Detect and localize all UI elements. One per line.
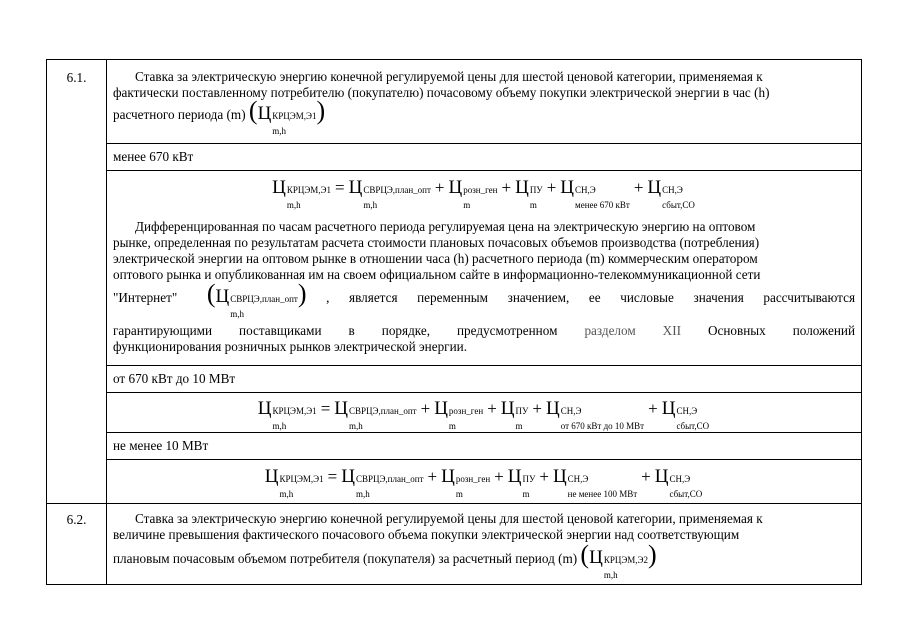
divider [106, 170, 861, 171]
row-6-2-line-3: плановым почасовым объемом потребителя (покупателя) за расчетный период (m) ( Ц КРЦЭМ,Э2 m,h ) [113, 540, 657, 580]
row-6-1-description [113, 69, 855, 136]
tariff-table [46, 59, 862, 585]
divider [106, 392, 861, 393]
row-divider [47, 503, 861, 504]
row-6-1-line-2: фактически поставленному потребителю (покупателю) почасовому объему покупки электрической энергии в час (h) [113, 85, 770, 100]
divider [106, 459, 861, 460]
formula-less-670: Ц КРЦЭМ,Э1 m,h = Ц СВРЦЭ,план_опт m,h + Ц розн_ген m + Ц ПУ m + Ц СН,Э менее 670 кВт + Ц СН,Э сбыт,СО [272, 177, 695, 210]
formula-not-less-10: Ц КРЦЭМ,Э1 m,h = Ц СВРЦЭ,план_опт m,h + Ц розн_ген m + Ц ПУ m + Ц СН,Э не менее 100 МВт + Ц СН,Э сбыт,СО [264, 466, 703, 499]
row-6-2-line-2: величине превышения фактического почасового объема покупки электрической энергии над соответствующим [113, 527, 740, 542]
row-number-6-2: 6.2. [66, 512, 87, 527]
divider [106, 143, 861, 144]
row-6-1-line-3: расчетного периода (m) ( Ц КРЦЭМ,Э1 m,h ) [113, 96, 326, 136]
row-6-2-line-1: Ставка за электрическую энергию конечной регулируемой цены для шестой ценовой категории, применяемая к [135, 511, 763, 526]
label-less-670: менее 670 кВт [113, 149, 194, 164]
divider [106, 365, 861, 366]
divider [106, 432, 861, 433]
symbol-krcem-e2: ( Ц КРЦЭМ,Э2 m,h ) [580, 540, 657, 580]
regulated-price-paragraph: Дифференцированная по часам расчетного периода регулируемая цена на электрическую энергию на оптовом рынке, определенная по результатам расчета стоимости плановых почасовых объемов производства (потребления) электрической энергии на оптовом рынке в отношении часа (h) расчетного периода (m) коммерческим оператором оптового рынка и опубликованная им на своем официальном сайте в информационно-телекоммуникационной сети "Интернет" ( Ц СВРЦЭ,план_опт m,h ) , является переменным значением, ее числовые значения рассчитываются гарантирующими поставщиками в порядке, предусмотренном разделом XII Основных положений функционирования розничных рынков электрической энергии. [113, 219, 856, 354]
label-not-less-10: не менее 10 МВт [113, 438, 209, 453]
formula-670-to-10: Ц КРЦЭМ,Э1 m,h = Ц СВРЦЭ,план_опт m,h + Ц розн_ген m + Ц ПУ m + Ц СН,Э от 670 кВт до 10 МВт + Ц СН,Э сбыт,СО [257, 398, 710, 431]
row-6-2-description [113, 511, 855, 580]
row-6-1-line-1: Ставка за электрическую энергию конечной регулируемой цены для шестой ценовой категории, применяемая к [135, 69, 763, 84]
section-xii-link[interactable]: разделом XII [584, 323, 681, 338]
symbol-svrce: ( Ц СВРЦЭ,план_опт m,h ) [206, 279, 307, 319]
row-number-6-1: 6.1. [66, 70, 87, 85]
column-divider [106, 60, 107, 584]
label-670-to-10: от 670 кВт до 10 МВт [113, 371, 236, 386]
symbol-krcem-e1: ( Ц КРЦЭМ,Э1 m,h ) [248, 96, 326, 136]
